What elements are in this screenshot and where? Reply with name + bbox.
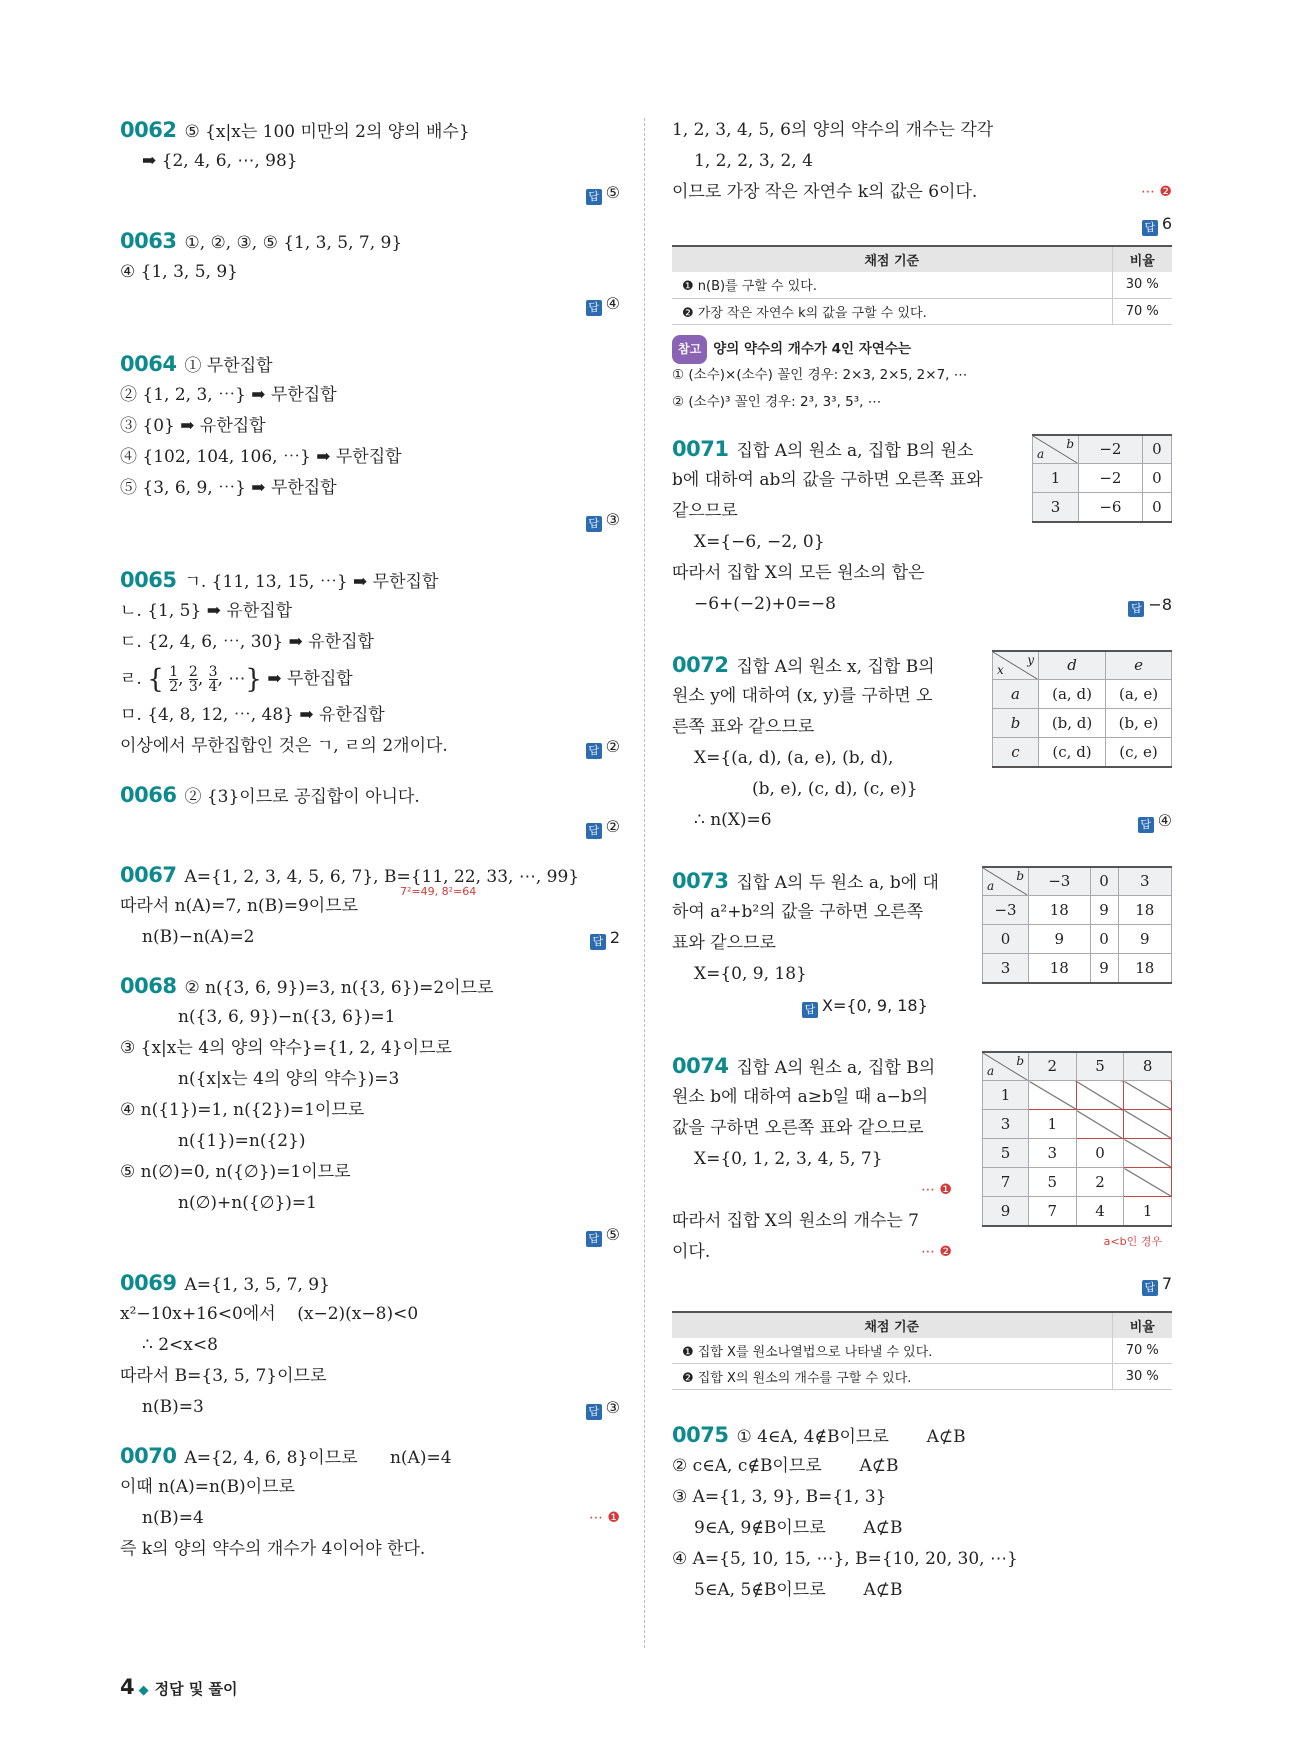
corner-cell: a b <box>1033 435 1079 464</box>
left-column <box>120 115 620 1565</box>
problem-number: 0074 <box>672 1053 729 1078</box>
fraction: $\frac{3}{4}$ <box>208 664 218 695</box>
problem-number: 0069 <box>120 1271 177 1295</box>
answer-icon: 답 <box>802 1002 818 1018</box>
problem-number: 0063 <box>120 229 177 253</box>
column-divider <box>644 118 645 1648</box>
step-marker: ⋯ ❷ <box>1140 184 1172 200</box>
problem-0063: 0063 ①, ②, ③, ⑤ {1, 3, 5, 7, 9} ④ {1, 3, 5, 9} 답 ④ <box>120 226 620 319</box>
difference-table: a b 2 5 8 1 3 1 5 3 0 7 5 2 9 7 4 1 <box>982 1051 1172 1227</box>
problem-0074: a b 2 5 8 1 3 1 5 3 0 7 5 2 9 7 4 1 a<b인 경우 0074 집합 A의 원소 a, 집합 B의 원소 b에 대하여 a≥b일 때 a−b의 값을 구하면 오른쪽 표와 같으므로 X={0, 1, 2, 3, 4, 5, 7} ⋯ ❶ 따라서 집합 X의 원소의 개수는 7 이다. ⋯ ❷ 답 7 <box>672 1051 1172 1299</box>
problem-0065: 0065 ㄱ. {11, 13, 15, ⋯} ➡ 무한집합 ㄴ. {1, 5} ➡ 유한집합 ㄷ. {2, 4, 6, ⋯, 30} ➡ 유한집합 ㄹ. { $\frac{1}{2}$ , $\frac{2}{3}$ , $\frac{3}{4}$ , ⋯} ➡ 무한집합 ㅁ. {4, 8, 12, ⋯, 48} ➡ 유한집합 이상에서 무한집합인 것은 ㄱ, ㄹ의 2개이다. 답 ② <box>120 568 620 757</box>
answer: 답 ⑤ <box>120 177 620 208</box>
problem-number: 0064 <box>120 352 177 376</box>
problem-0072: x y d e a (a, d) (a, e) b (b, d) (b, e) c (c, d) (c, e) 0072 집합 A의 원소 x, 집합 B의 원소 y에 대하여 (x, y)를 구하면 오 른쪽 표와 같으므로 X={(a, d), (a, e), (b, d), (b, e), (c, d), (c, e)} ∴ n(X)=6 답 ④ <box>672 650 1172 836</box>
problem-0064: 0064 ① 무한집합 ② {1, 2, 3, ⋯} ➡ 무한집합 ③ {0} ➡ 유한집합 ④ {102, 104, 106, ⋯} ➡ 무한집합 ⑤ {3, 6, 9, ⋯} ➡ 무한집합 답 ③ <box>120 349 620 535</box>
answer-icon: 답 <box>1128 601 1144 617</box>
step-marker: ⋯ ❶ <box>920 1181 952 1198</box>
answer: 답 ⑤ <box>120 1219 620 1250</box>
answer-icon: 답 <box>586 823 602 839</box>
footer-title: 정답 및 풀이 <box>154 1680 238 1698</box>
problem-0071: a b −2 0 1 −2 0 3 −6 0 0071 집합 A의 원소 a, 집합 B의 원소 b에 대하여 ab의 값을 구하면 오른쪽 표와 같으므로 X={−6, −2, 0} 따라서 집합 X의 모든 원소의 합은 −6+(−2)+0=−8 답 −8 <box>672 434 1172 620</box>
step-marker: ⋯ ❶ <box>588 1510 620 1526</box>
answer: 답 7 <box>672 1268 1172 1299</box>
answer-icon: 답 <box>586 189 602 205</box>
answer-icon: 답 <box>590 934 606 950</box>
scoring-criteria-table: 채점 기준 비율 ❶ n(B)를 구할 수 있다. 30 % ❷ 가장 작은 자연수 k의 값을 구할 수 있다. 70 % <box>672 245 1172 325</box>
problem-number: 0062 <box>120 118 177 142</box>
page-footer <box>120 1675 238 1699</box>
answer-icon: 답 <box>586 743 602 759</box>
problem-number: 0070 <box>120 1444 177 1468</box>
answer-icon: 답 <box>1138 817 1154 833</box>
problem-0070: 0070 A={2, 4, 6, 8}이므로 n(A)=4 이때 n(A)=n(B)이므로 n(B)=4 ⋯ ❶ 즉 k의 양의 약수의 개수가 4이어야 한다. <box>120 1444 620 1559</box>
problem-number: 0072 <box>672 652 729 677</box>
answer: 답 ③ <box>120 504 620 535</box>
answer-icon: 답 <box>586 1231 602 1247</box>
problem-number: 0075 <box>672 1423 729 1447</box>
problem-number: 0065 <box>120 568 177 592</box>
ordered-pair-table: x y d e a (a, d) (a, e) b (b, d) (b, e) c (c, d) (c, e) <box>992 650 1172 768</box>
corner-cell: x y <box>993 651 1039 680</box>
problem-0069: 0069 A={1, 3, 5, 7, 9} x²−10x+16<0에서 (x−2)(x−8)<0 ∴ 2<x<8 따라서 B={3, 5, 7}이므로 n(B)=3 답 ③ <box>120 1271 620 1418</box>
corner-cell: a b <box>983 1052 1029 1081</box>
right-column <box>672 115 1172 1606</box>
corner-cell: a b <box>983 867 1029 896</box>
answer-icon: 답 <box>586 1404 602 1420</box>
fraction: $\frac{2}{3}$ <box>188 664 198 695</box>
diamond-icon: ◆ <box>138 1683 149 1698</box>
problem-number: 0067 <box>120 863 177 887</box>
problem-number: 0068 <box>120 974 177 998</box>
problem-number: 0073 <box>672 868 729 893</box>
product-table: a b −2 0 1 −2 0 3 −6 0 <box>1032 434 1172 523</box>
answer-icon: 답 <box>586 516 602 532</box>
step-marker: ⋯ ❷ <box>920 1243 952 1260</box>
scoring-criteria-table: 채점 기준 비율 ❶ 집합 X를 원소나열법으로 나타낼 수 있다. 70 % ❷ 집합 X의 원소의 개수를 구할 수 있다. 30 % <box>672 1311 1172 1391</box>
reference-tip: 참고 양의 약수의 개수가 4인 자연수는 ① (소수)×(소수) 꼴인 경우: 2×3, 2×5, 2×7, ⋯ ② (소수)³ 꼴인 경우: 2³, 3³, 5³, ⋯ <box>672 335 1172 416</box>
problem-number: 0071 <box>672 436 729 461</box>
problem-0066: 0066 ② {3}이므로 공집합이 아니다. 답 ② <box>120 780 620 842</box>
fraction: $\frac{1}{2}$ <box>169 664 179 695</box>
problem-0068: 0068 ② n({3, 6, 9})=3, n({3, 6})=2이므로 n({3, 6, 9})−n({3, 6})=1 ③ {x|x는 4의 양의 약수}={1, 2, 4}이므로 n({x|x는 4의 양의 약수})=3 ④ n({1})=1, n({2})=1이므로 n({1})=n({2}) ⑤ n(∅)=0, n({∅})=1이므로 n(∅)+n({∅})=1 답 ⑤ <box>120 971 620 1250</box>
sum-of-squares-table: a b −3 0 3 −3 18 9 18 0 9 0 9 3 18 9 18 <box>982 866 1172 984</box>
problem-0067: 0067 A={1, 2, 3, 4, 5, 6, 7}, B={11, 22, 33, ⋯, 99} 7²=49, 8²=64 따라서 n(A)=7, n(B)=9이므로 n(B)−n(A)=2 답 2 <box>120 863 620 948</box>
answer-icon: 답 <box>586 300 602 316</box>
answer-icon: 답 <box>1142 220 1158 236</box>
answer: 답 ④ <box>120 288 620 319</box>
problem-0073: a b −3 0 3 −3 18 9 18 0 9 0 9 3 18 9 18 0073 집합 A의 두 원소 a, b에 대 하여 a²+b²의 값을 구하면 오른쪽 표와 같으므로 X={0, 9, 18} 답 X={0, 9, 18} <box>672 866 1172 1021</box>
answer: 답 6 <box>672 208 1172 239</box>
answer: 답 ② <box>120 811 620 842</box>
problem-0075: 0075 ① 4∈A, 4∉B이므로 A⊄B ② c∈A, c∉B이므로 A⊄B ③ A={1, 3, 9}, B={1, 3} 9∈A, 9∉B이므로 A⊄B ④ A={5, 10, 15, ⋯}, B={10, 20, 30, ⋯} 5∈A, 5∉B이므로 A⊄B <box>672 1423 1018 1600</box>
answer-icon: 답 <box>1142 1280 1158 1296</box>
annotation-note: 7²=49, 8²=64 <box>400 885 477 898</box>
page-number: 4 <box>120 1675 135 1699</box>
problem-number: 0066 <box>120 783 177 807</box>
problem-0070-continued: 1, 2, 3, 4, 5, 6의 양의 약수의 개수는 각각 1, 2, 2, 3, 2, 4 이므로 가장 작은 자연수 k의 값은 6이다. ⋯ ❷ 답 6 <box>672 115 1172 239</box>
problem-0062: 0062 ⑤ {x|x는 100 미만의 2의 양의 배수} ➡ {2, 4, 6, ⋯, 98} 답 ⑤ <box>120 115 620 208</box>
annotation-note: a<b인 경우 <box>1103 1234 1162 1248</box>
reference-badge: 참고 <box>672 335 707 364</box>
